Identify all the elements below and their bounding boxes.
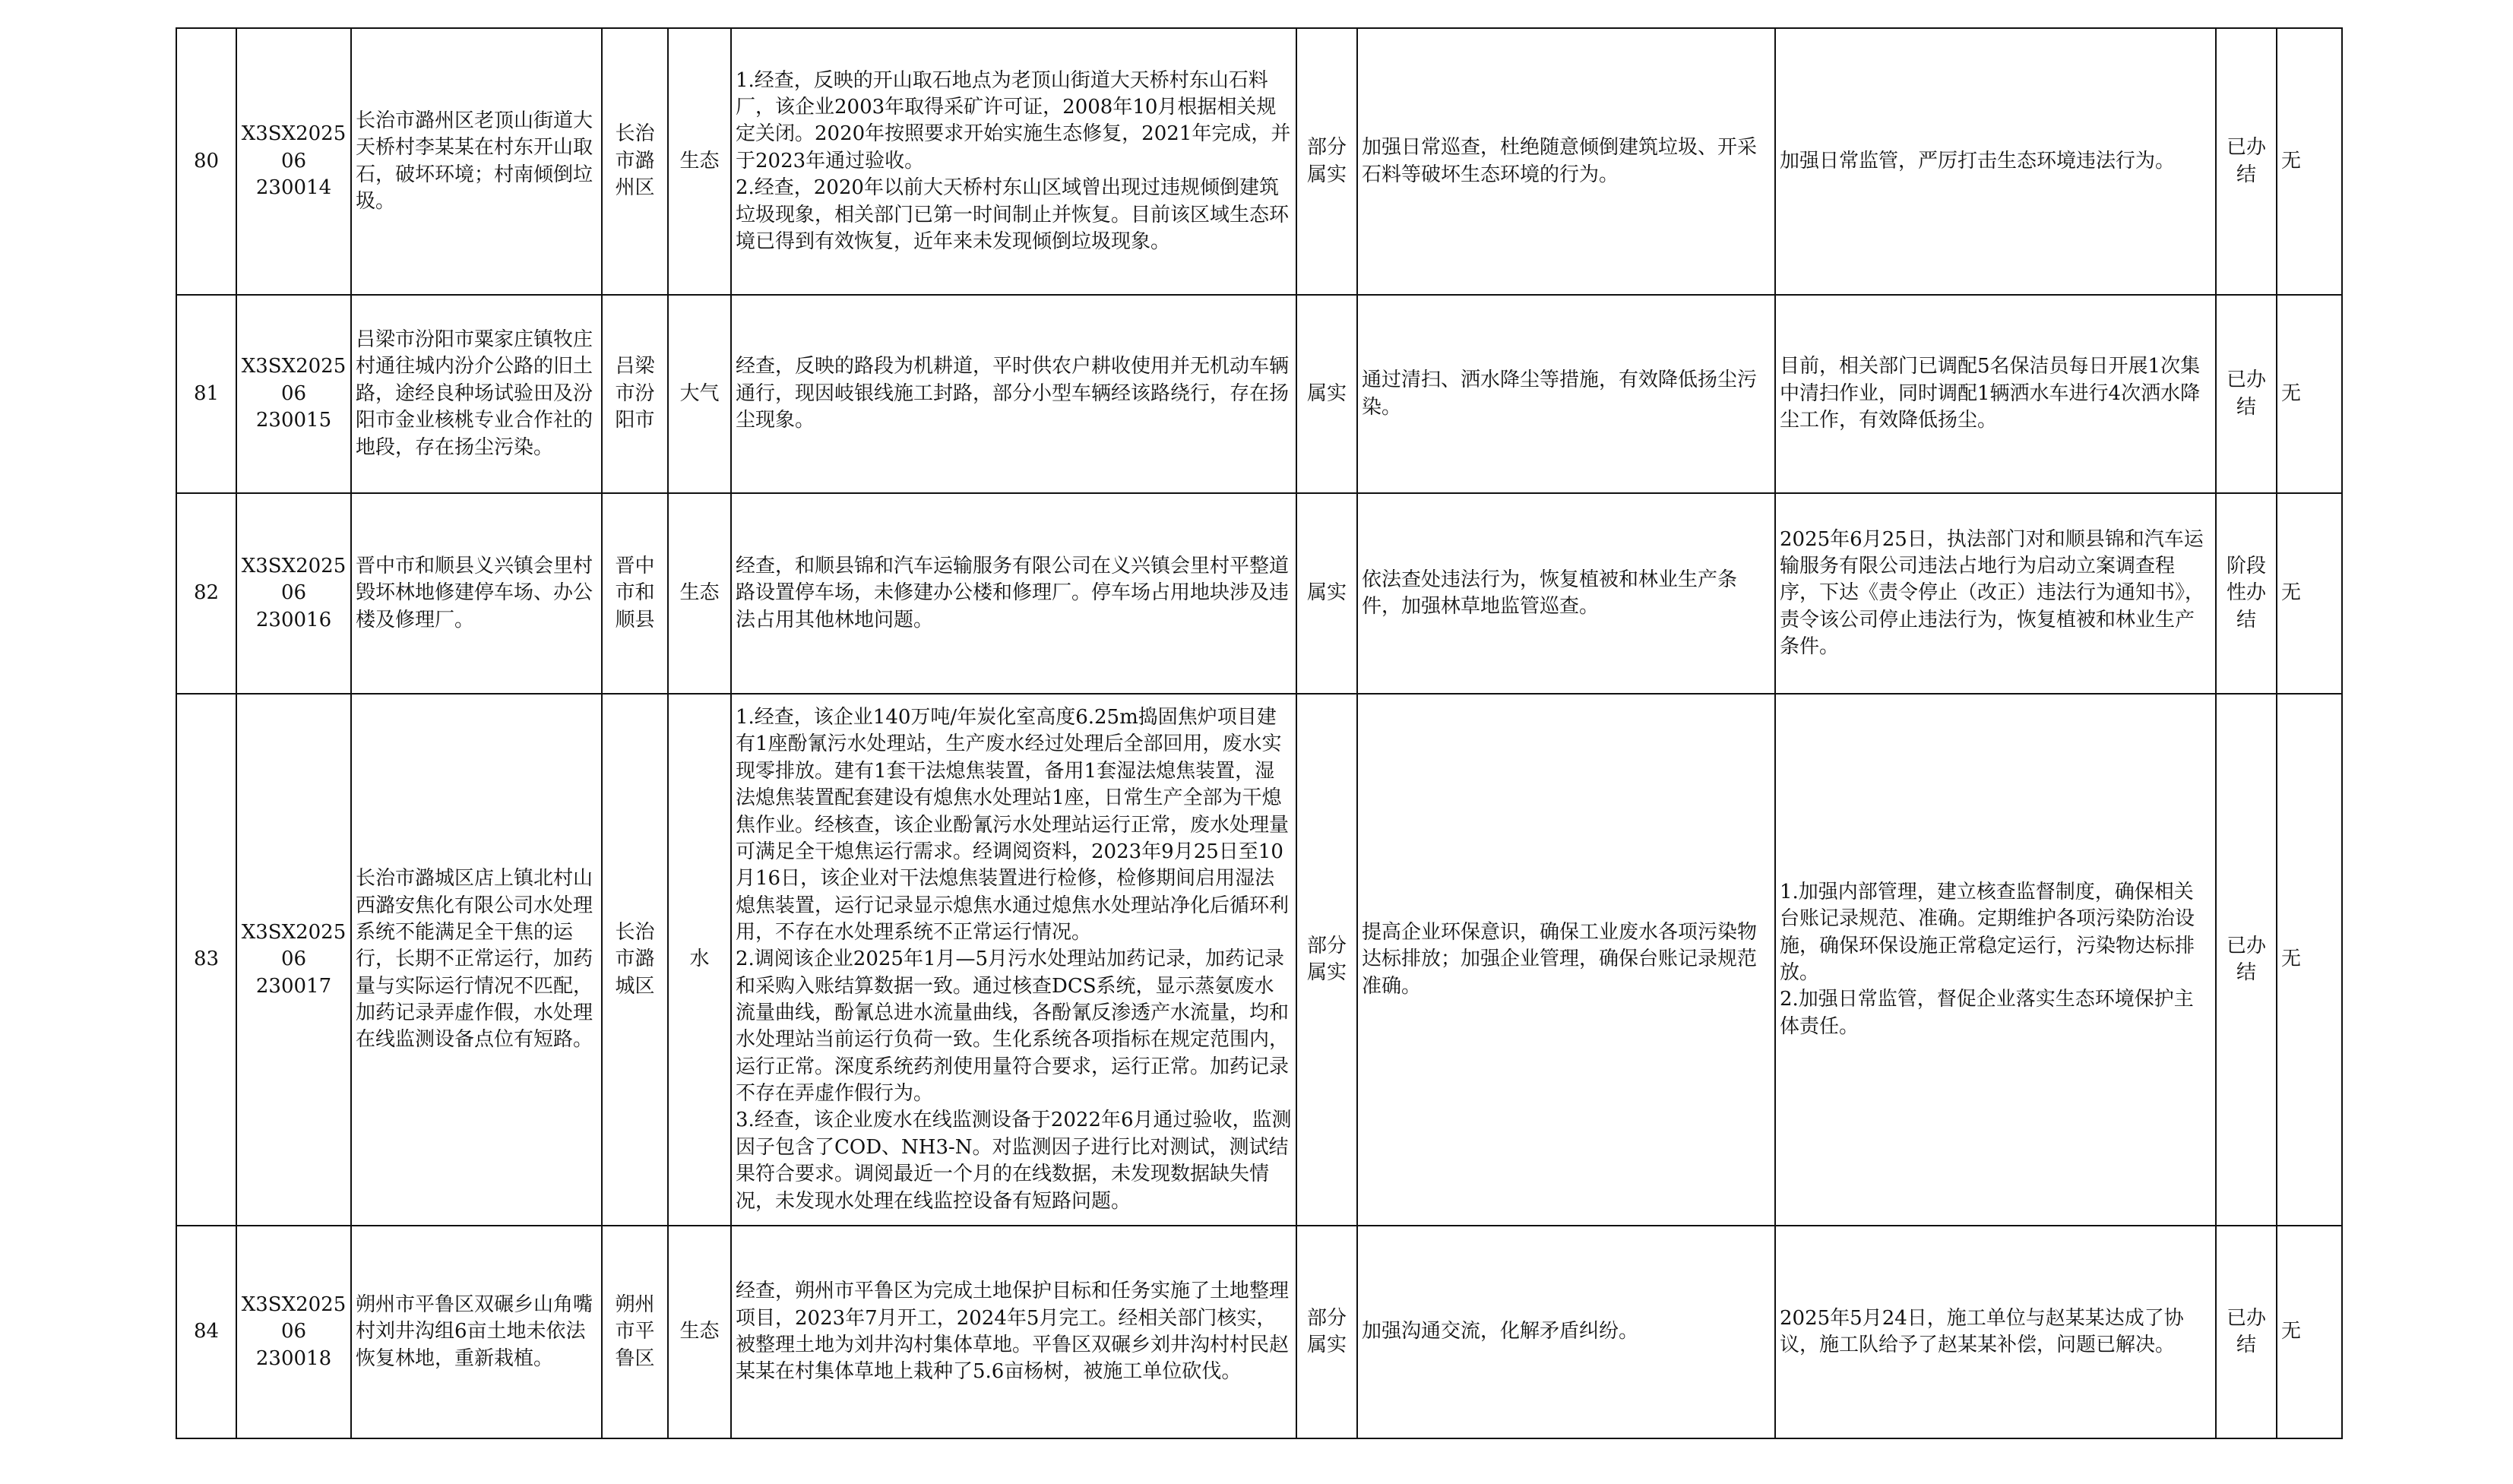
rectification-measures: 提高企业环保意识，确保工业废水各项污染物达标排放；加强企业管理，确保台账记录规范准确。 <box>1357 694 1775 1226</box>
district: 长治市潞州区 <box>602 28 668 295</box>
status-text: 已办结 <box>2216 28 2277 295</box>
complaint-content: 长治市潞州区老顶山街道大天桥村李某某在村东开山取石，破坏环境；村南倾倒垃圾。 <box>351 28 602 295</box>
district: 长治市潞城区 <box>602 694 668 1226</box>
investigation-findings: 经查，朔州市平鲁区为完成土地保护目标和任务实施了土地整理项目，2023年7月开工，2024年5月完工。经相关部门核实，被整理土地为刘井沟村集体草地。平鲁区双碾乡刘井沟村村民赵某某在村集体草地上栽种了5.6亩杨树，被施工单位砍伐。 <box>731 1226 1296 1438</box>
district: 朔州市平鲁区 <box>602 1226 668 1438</box>
remarks: 无 <box>2277 28 2342 295</box>
verification-result: 属实 <box>1296 493 1357 694</box>
verification-result: 属实 <box>1296 295 1357 493</box>
handling-result: 目前，相关部门已调配5名保洁员每日开展1次集中清扫作业，同时调配1辆洒水车进行4次洒水降尘工作，有效降低扬尘。 <box>1775 295 2216 493</box>
handling-result: 2025年6月25日，执法部门对和顺县锦和汽车运输服务有限公司违法占地行为启动立案调查程序，下达《责令停止（改正）违法行为通知书》，责令该公司停止违法行为，恢复植被和林业生产条件。 <box>1775 493 2216 694</box>
table-row <box>176 295 2342 493</box>
pollution-category: 生态 <box>668 28 731 295</box>
handling-result: 1.加强内部管理，建立核查监督制度，确保相关台账记录规范、准确。定期维护各项污染防治设施，确保环保设施正常稳定运行，污染物达标排放。 2.加强日常监管，督促企业落实生态环境保护主体责任。 <box>1775 694 2216 1226</box>
handling-result: 2025年5月24日，施工单位与赵某某达成了协议，施工队给予了赵某某补偿，问题已解决。 <box>1775 1226 2216 1438</box>
verification-result: 部分属实 <box>1296 28 1357 295</box>
rectification-measures: 通过清扫、洒水降尘等措施，有效降低扬尘污染。 <box>1357 295 1775 493</box>
case-code: X3SX202506 230018 <box>236 1226 351 1438</box>
remarks: 无 <box>2277 1226 2342 1438</box>
table-row <box>176 694 2342 1226</box>
verification-result: 部分属实 <box>1296 1226 1357 1438</box>
row-number: 81 <box>176 295 236 493</box>
district: 晋中市和顺县 <box>602 493 668 694</box>
complaint-content: 晋中市和顺县义兴镇会里村毁坏林地修建停车场、办公楼及修理厂。 <box>351 493 602 694</box>
table-row <box>176 28 2342 295</box>
investigation-findings: 经查，和顺县锦和汽车运输服务有限公司在义兴镇会里村平整道路设置停车场，未修建办公楼和修理厂。停车场占用地块涉及违法占用其他林地问题。 <box>731 493 1296 694</box>
complaint-content: 长治市潞城区店上镇北村山西潞安焦化有限公司水处理系统不能满足全干焦的运行，长期不正常运行，加药量与实际运行情况不匹配，加药记录弄虚作假，水处理在线监测设备点位有短路。 <box>351 694 602 1226</box>
status-text: 已办结 <box>2216 694 2277 1226</box>
remarks: 无 <box>2277 295 2342 493</box>
pollution-category: 生态 <box>668 493 731 694</box>
complaint-content: 朔州市平鲁区双碾乡山角嘴村刘井沟组6亩土地未依法恢复林地，重新栽植。 <box>351 1226 602 1438</box>
status-text: 阶段性办结 <box>2216 493 2277 694</box>
handling-result: 加强日常监管，严厉打击生态环境违法行为。 <box>1775 28 2216 295</box>
investigation-findings: 经查，反映的路段为机耕道，平时供农户耕收使用并无机动车辆通行，现因岐银线施工封路，部分小型车辆经该路绕行，存在扬尘现象。 <box>731 295 1296 493</box>
rectification-measures: 加强沟通交流，化解矛盾纠纷。 <box>1357 1226 1775 1438</box>
district: 吕梁市汾阳市 <box>602 295 668 493</box>
case-code: X3SX202506 230017 <box>236 694 351 1226</box>
rectification-measures: 加强日常巡查，杜绝随意倾倒建筑垃圾、开采石料等破坏生态环境的行为。 <box>1357 28 1775 295</box>
table-row <box>176 493 2342 694</box>
case-code: X3SX202506 230015 <box>236 295 351 493</box>
complaint-content: 吕梁市汾阳市粟家庄镇牧庄村通往城内汾介公路的旧土路，途经良种场试验田及汾阳市金业核桃专业合作社的地段，存在扬尘污染。 <box>351 295 602 493</box>
row-number: 84 <box>176 1226 236 1438</box>
pollution-category: 水 <box>668 694 731 1226</box>
remarks: 无 <box>2277 493 2342 694</box>
pollution-category: 大气 <box>668 295 731 493</box>
remarks: 无 <box>2277 694 2342 1226</box>
complaint-table <box>176 27 2343 1439</box>
pollution-category: 生态 <box>668 1226 731 1438</box>
investigation-findings: 1.经查，该企业140万吨/年炭化室高度6.25m捣固焦炉项目建有1座酚氰污水处理站，生产废水经过处理后全部回用，废水实现零排放。建有1套干法熄焦装置，备用1套湿法熄焦装置，湿法熄焦装置配套建设有熄焦水处理站1座，日常生产全部为干熄焦作业。经核查，该企业酚氰污水处理站运行正常，废水处理量可满足全干熄焦运行需求。经调阅资料，2023年9月25日至10月16日，该企业对干法熄焦装置进行检修，检修期间启用湿法熄焦装置，运行记录显示熄焦水通过熄焦水处理站净化后循环利用，不存在水处理系统不正常运行情况。 2.调阅该企业2025年1月—5月污水处理站加药记录，加药记录和采购入账结算数据一致。通过核查DCS系统，显示蒸氨废水流量曲线，酚氰总进水流量曲线，各酚氰反渗透产水流量，均和水处理站当前运行负荷一致。生化系统各项指标在规定范围内，运行正常。深度系统药剂使用量符合要求，运行正常。加药记录不存在弄虚作假行为。 3.经查，该企业废水在线监测设备于2022年6月通过验收，监测因子包含了COD、NH3-N。对监测因子进行比对测试，测试结果符合要求。调阅最近一个月的在线数据，未发现数据缺失情况，未发现水处理在线监控设备有短路问题。 <box>731 694 1296 1226</box>
status-text: 已办结 <box>2216 295 2277 493</box>
row-number: 83 <box>176 694 236 1226</box>
rectification-measures: 依法查处违法行为，恢复植被和林业生产条件，加强林草地监管巡查。 <box>1357 493 1775 694</box>
table-row <box>176 1226 2342 1438</box>
row-number: 80 <box>176 28 236 295</box>
investigation-findings: 1.经查，反映的开山取石地点为老顶山街道大天桥村东山石料厂，该企业2003年取得采矿许可证，2008年10月根据相关规定关闭。2020年按照要求开始实施生态修复，2021年完成，并于2023年通过验收。 2.经查，2020年以前大天桥村东山区域曾出现过违规倾倒建筑垃圾现象，相关部门已第一时间制止并恢复。目前该区域生态环境已得到有效恢复，近年来未发现倾倒垃圾现象。 <box>731 28 1296 295</box>
case-code: X3SX202506 230016 <box>236 493 351 694</box>
row-number: 82 <box>176 493 236 694</box>
verification-result: 部分属实 <box>1296 694 1357 1226</box>
case-code: X3SX202506 230014 <box>236 28 351 295</box>
status-text: 已办结 <box>2216 1226 2277 1438</box>
